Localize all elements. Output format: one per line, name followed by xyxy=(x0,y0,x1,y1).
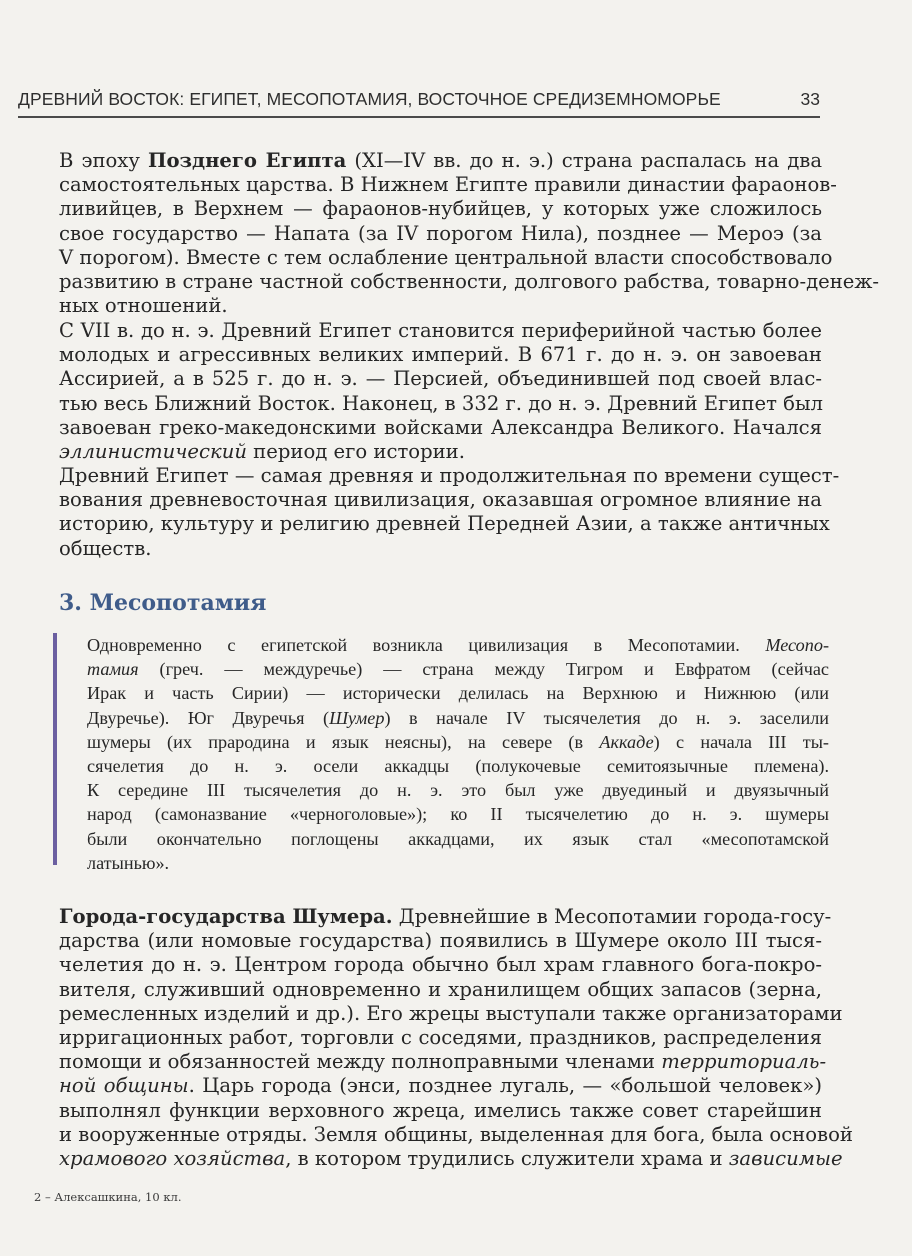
text-line: вителя, служивший одновременно и хранилищем общих запасов (зерна, xyxy=(59,977,822,1001)
italic-term: ной общины xyxy=(59,1074,189,1098)
paragraph-egypt-significance xyxy=(59,464,840,561)
paragraph-egypt-conquests xyxy=(59,319,822,464)
text-line: эллинистический период его истории. xyxy=(59,440,465,464)
text-line: тамия (греч. — междуречье) — страна между Тигром и Евфратом (сейчас xyxy=(87,659,829,680)
text-line: дарства (или номовые государства) появились в Шумере около III тыся- xyxy=(59,929,822,953)
text-line: ирригационных работ, торговли с соседями, праздников, распределения xyxy=(59,1026,822,1050)
text-line: были окончательно поглощены аккадцами, их язык стал «месопотамской xyxy=(87,828,829,849)
text-line: самостоятельных царства. В Нижнем Египте правили династии фараонов- xyxy=(59,173,837,197)
running-header-title: ДРЕВНИЙ ВОСТОК: ЕГИПЕТ, МЕСОПОТАМИЯ, ВОСТОЧНОЕ СРЕДИЗЕМНОМОРЬЕ xyxy=(18,89,721,109)
running-header xyxy=(18,86,820,118)
italic-term: Шумер xyxy=(329,707,385,728)
text-line: Двуречье). Юг Двуречья (Шумер) в начале IV тысячелетия до н. э. заселили xyxy=(87,707,830,728)
italic-term: Аккаде xyxy=(599,731,654,752)
bold-term: Позднего Египта xyxy=(147,149,347,172)
text-line: Ирак и часть Сирии) — исторически делилась на Верхнюю и Нижнюю (или xyxy=(87,683,829,704)
italic-term: тамия xyxy=(87,659,139,680)
text-line: народ (самоназвание «черноголовые»); ко II тысячелетию до н. э. шумеры xyxy=(87,804,829,825)
text-line: развитию в стране частной собственности, долгового рабства, товарно-денеж- xyxy=(59,270,880,294)
text-line: ных отношений. xyxy=(59,294,228,318)
text-line: помощи и обязанностей между полноправными членами территориаль- xyxy=(59,1050,827,1074)
text-line: ливийцев, в Верхнем — фараонов-нубийцев, у которых уже сложилось xyxy=(59,197,822,221)
text-line: ремесленных изделий и др.). Его жрецы выступали также организаторами xyxy=(59,1001,843,1025)
text-line: свое государство — Напата (за IV порогом Нила), позднее — Мероэ (за xyxy=(59,221,822,245)
text-line: молодых и агрессивных великих империй. В 671 г. до н. э. он завоеван xyxy=(59,343,822,367)
text-line: тью весь Ближний Восток. Наконец, в 332 г. до н. э. Древний Египет был xyxy=(59,391,823,415)
text-line: С VII в. до н. э. Древний Египет становится периферийной частью более xyxy=(59,319,822,342)
highlighted-note-text xyxy=(87,633,829,875)
text-line: К середине III тысячелетия до н. э. это был уже двуединый и двуязычный xyxy=(87,780,829,801)
text-line: выполнял функции верховного жреца, имелись также совет старейшин xyxy=(59,1098,822,1122)
text-line: Города-государства Шумера. Древнейшие в Месопотамии города-госу- xyxy=(59,905,832,928)
section-heading: 3. Месопотамия xyxy=(59,590,267,616)
highlighted-note xyxy=(53,633,832,873)
text-line: завоеван греко-македонскими войсками Александра Великого. Начался xyxy=(59,415,822,439)
text-line: V порогом). Вместе с тем ослабление центральной власти способствовало xyxy=(59,245,833,269)
text-line: Ассирией, а в 525 г. до н. э. — Персией, объединившей под своей влас- xyxy=(59,367,822,391)
italic-term: зависимые xyxy=(728,1147,843,1171)
text-line: сячелетия до н. э. осели аккадцы (полукочевые семитоязычные племена). xyxy=(87,756,829,777)
italic-term: храмового хозяйства xyxy=(59,1147,286,1171)
italic-term: Месопо- xyxy=(765,635,829,655)
text-line: историю, культуру и религию древней Передней Азии, а также античных xyxy=(59,512,830,536)
text-line: ной общины. Царь города (энси, позднее лугаль, — «большой человек») xyxy=(59,1074,822,1098)
text-line: В эпоху Позднего Египта (XI—IV вв. до н. э.) страна распалась на два xyxy=(59,149,823,172)
bold-term: Города-государства Шумера. xyxy=(59,905,393,928)
text-line: храмового хозяйства, в котором трудились служители храма и зависимые xyxy=(59,1147,843,1171)
text-line: челетия до н. э. Центром города обычно был храм главного бога-покро- xyxy=(59,953,822,977)
text-line: латынью». xyxy=(87,852,170,873)
text-line: обществ. xyxy=(59,536,152,560)
text-line: Одновременно с египетской возникла цивилизация в Месопотамии. Месопо- xyxy=(87,635,829,655)
paragraph-late-egypt xyxy=(59,149,880,318)
footer-signature: 2 – Алексашкина, 10 кл. xyxy=(34,1190,182,1204)
page-number: 33 xyxy=(800,89,820,109)
italic-term: эллинистический xyxy=(59,440,247,464)
text-line: вования древневосточная цивилизация, оказавшая огромное влияние на xyxy=(59,488,822,512)
paragraph-sumer-city-states xyxy=(59,905,853,1171)
text-line: и вооруженные отряды. Земля общины, выделенная для бога, была основой xyxy=(59,1122,853,1146)
text-line: Древний Египет — самая древняя и продолжительная по времени сущест- xyxy=(59,464,840,487)
text-line: шумеры (их прародина и язык неясны), на севере (в Аккаде) с начала III ты- xyxy=(87,731,829,752)
italic-term: территориаль- xyxy=(661,1050,827,1074)
